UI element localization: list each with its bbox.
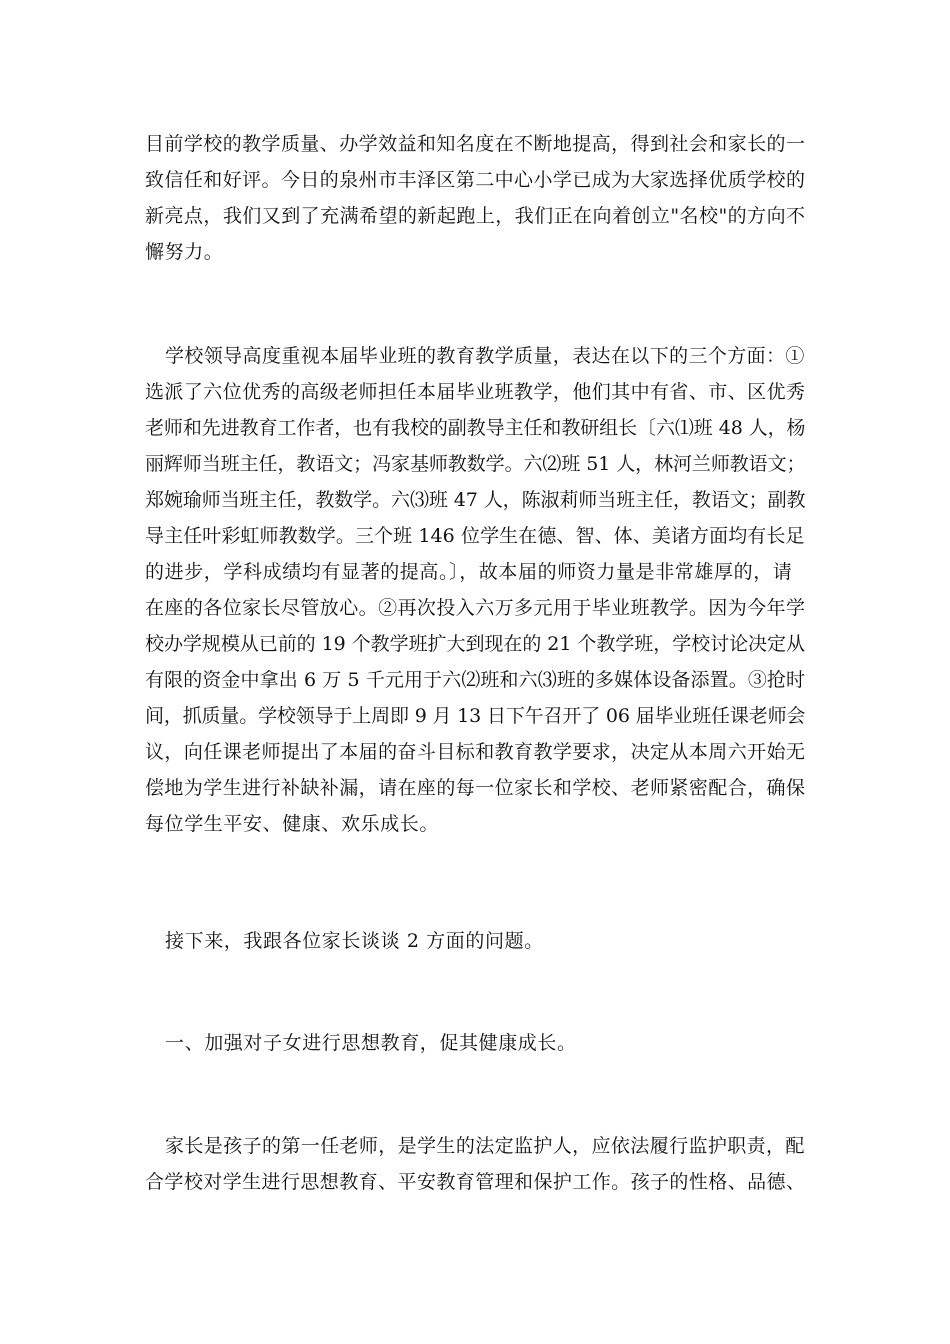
paragraph-2-line-1 xyxy=(0,338,950,374)
paragraph-2-line-4 xyxy=(0,446,950,482)
paragraph-1-line-2 xyxy=(0,162,950,198)
paragraph-2-line-13 xyxy=(0,770,950,806)
paragraph-1-line-1 xyxy=(0,126,950,162)
text-line: 有限的资金中拿出 6 万 5 千元用于六⑵班和六⑶班的多媒体设备添置。③抢时 xyxy=(145,669,806,691)
paragraph-2-line-11 xyxy=(0,698,950,734)
text-line: 家长是孩子的第一任老师，是学生的法定监护人，应依法履行监护职责，配 xyxy=(165,1135,805,1157)
paragraph-2-line-7 xyxy=(0,554,950,590)
paragraph-1-line-4 xyxy=(0,234,950,270)
paragraph-1-line-3 xyxy=(0,198,950,234)
paragraph-2-line-8 xyxy=(0,590,950,626)
text-line: 校办学规模从已前的 19 个教学班扩大到现在的 21 个教学班，学校讨论决定从 xyxy=(145,633,805,655)
paragraph-2-line-9 xyxy=(0,626,950,662)
text-line: 接下来，我跟各位家长谈谈 2 方面的问题。 xyxy=(165,930,544,952)
paragraph-2-line-2 xyxy=(0,374,950,410)
text-line: 选派了六位优秀的高级老师担任本届毕业班教学，他们其中有省、市、区优秀 xyxy=(145,381,806,403)
text-line: 新亮点，我们又到了充满希望的新起跑上，我们正在向着创立"名校"的方向不 xyxy=(145,205,806,227)
paragraph-2-line-14 xyxy=(0,806,950,842)
text-line: 导主任叶彩虹师教数学。三个班 146 位学生在德、智、体、美诸方面均有长足 xyxy=(145,525,805,547)
text-line: 每位学生平安、健康、欢乐成长。 xyxy=(145,813,440,835)
text-line: 议，向任课老师提出了本届的奋斗目标和教育教学要求，决定从本周六开始无 xyxy=(145,741,806,763)
paragraph-5-line-1 xyxy=(0,1128,950,1164)
text-line: 致信任和好评。今日的泉州市丰泽区第二中心小学已成为大家选择优质学校的 xyxy=(145,169,806,191)
paragraph-4-line-1 xyxy=(0,1025,950,1061)
text-line: 郑婉瑜师当班主任，教数学。六⑶班 47 人，陈淑莉师当班主任，教语文；副教 xyxy=(145,489,806,511)
paragraph-2-line-10 xyxy=(0,662,950,698)
paragraph-3-line-1 xyxy=(0,923,950,959)
section-heading: 一、加强对子女进行思想教育，促其健康成长。 xyxy=(165,1032,577,1054)
text-line: 学校领导高度重视本届毕业班的教育教学质量，表达在以下的三个方面：① xyxy=(165,345,805,367)
text-line: 的进步，学科成绩均有显著的提高。〕，故本届的师资力量是非常雄厚的，请 xyxy=(145,561,793,583)
text-line: 偿地为学生进行补缺补漏，请在座的每一位家长和学校、老师紧密配合，确保 xyxy=(145,777,806,799)
text-line: 在座的各位家长尽管放心。②再次投入六万多元用于毕业班教学。因为今年学 xyxy=(145,597,806,619)
text-line: 合学校对学生进行思想教育、平安教育管理和保护工作。孩子的性格、品德、 xyxy=(145,1171,806,1193)
text-line: 目前学校的教学质量、办学效益和知名度在不断地提高，得到社会和家长的一 xyxy=(145,133,806,155)
text-line: 懈努力。 xyxy=(145,241,224,263)
text-line: 间，抓质量。学校领导于上周即 9 月 13 日下午召开了 06 届毕业班任课老师会 xyxy=(145,705,806,727)
paragraph-2-line-12 xyxy=(0,734,950,770)
paragraph-2-line-6 xyxy=(0,518,950,554)
paragraph-2-line-5 xyxy=(0,482,950,518)
paragraph-5-line-2 xyxy=(0,1164,950,1200)
text-line: 老师和先进教育工作者，也有我校的副教导主任和教研组长〔六⑴班 48 人，杨 xyxy=(145,417,806,439)
paragraph-2-line-3 xyxy=(0,410,950,446)
text-line: 丽辉师当班主任，教语文；冯家基师教数学。六⑵班 51 人，林河兰师教语文； xyxy=(145,453,806,475)
